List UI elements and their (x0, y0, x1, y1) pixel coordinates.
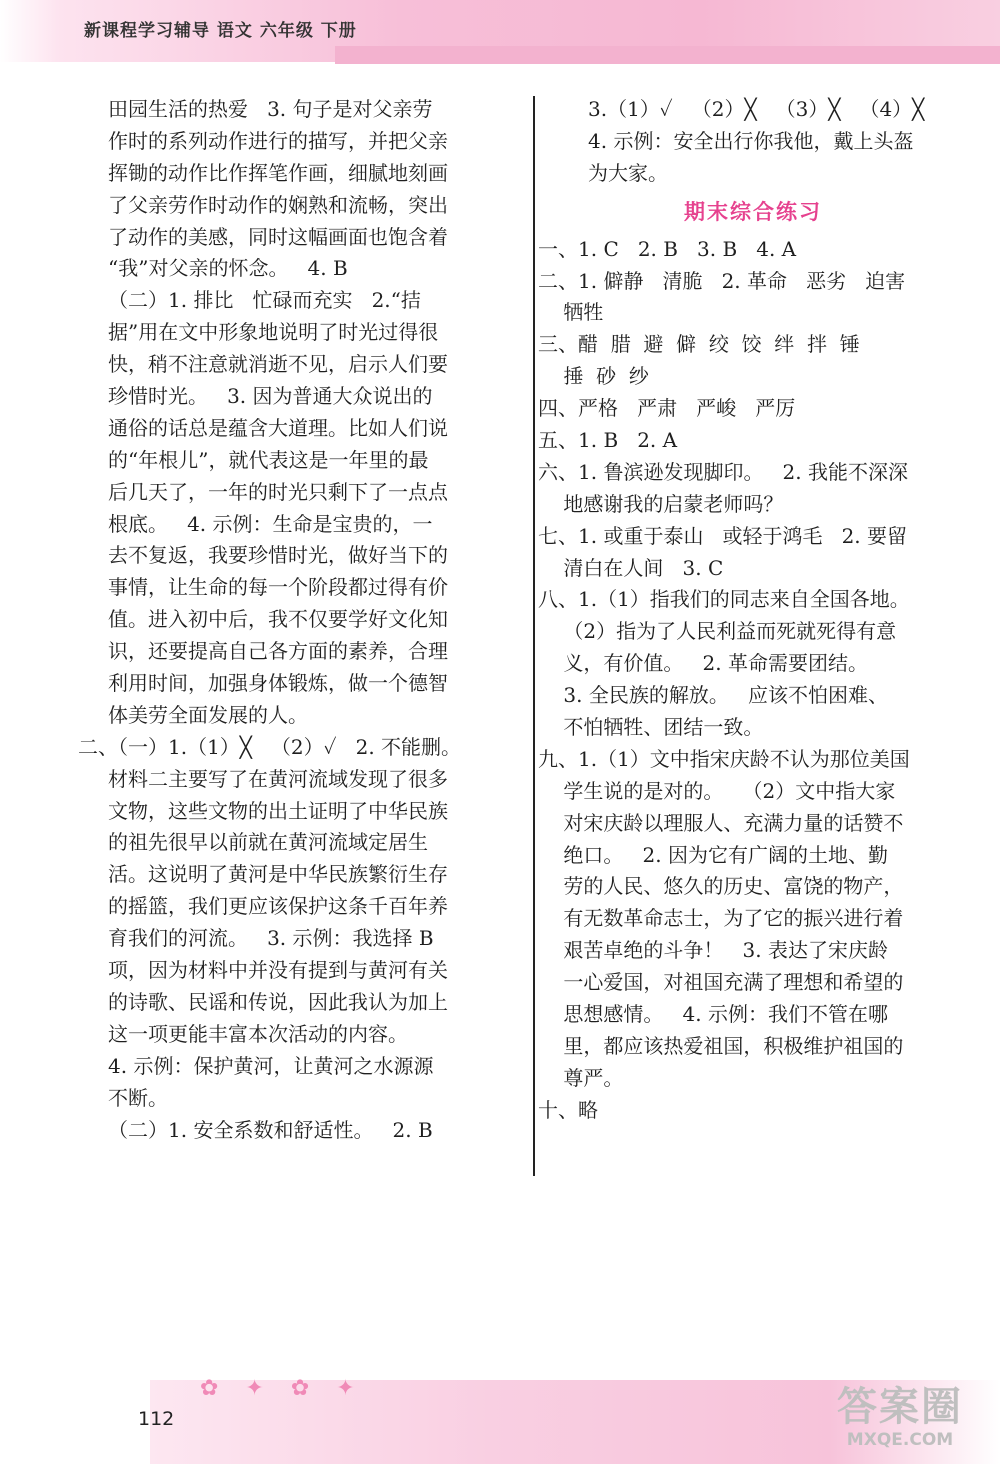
answer-line: 尊严。 (538, 1065, 624, 1090)
answer-line: （二）1. 安全系数和舒适性。 2. B (108, 1117, 433, 1142)
answer-line: 根底。 4. 示例：生命是宝贵的，一 (108, 511, 433, 536)
answer-line: 珍惜时光。 3. 因为普通大众说出的 (108, 384, 433, 409)
answer-line: 五、1. B 2. A (538, 428, 678, 453)
answer-line: 快，稍不注意就消逝不见，启示人们要 (108, 352, 448, 377)
answer-line: 里，都应该热爱祖国，积极维护祖国的 (538, 1033, 904, 1058)
answer-line: “我”对父亲的怀念。 4. B (108, 256, 348, 281)
answer-line: 一、1. C 2. B 3. B 4. A (538, 236, 797, 261)
answer-line: 学生说的是对的。 （2）文中指大家 (538, 778, 896, 803)
header-decor-bar (335, 46, 1000, 64)
answer-line: 田园生活的热爱 3. 句子是对父亲劳 (108, 97, 433, 121)
answer-line: 的祖先很早以前就在黄河流域定居生 (108, 830, 428, 855)
answer-line: 劳的人民、悠久的历史、富饶的物产， (538, 874, 904, 899)
watermark-url: MXQE.COM (846, 1430, 954, 1450)
section-title: 期末综合练习 (684, 199, 822, 224)
answer-line: 这一项更能丰富本次活动的内容。 (108, 1021, 408, 1046)
answer-line: 育我们的河流。 3. 示例：我选择 B (108, 926, 434, 951)
left-column (78, 94, 528, 1146)
answer-line: 去不复返，我要珍惜时光，做好当下的 (108, 543, 448, 568)
answer-line: 利用时间，加强身体锻炼，做一个德智 (108, 671, 448, 696)
answer-line: 一心爱国，对祖国充满了理想和希望的 (538, 970, 904, 995)
watermark (815, 1385, 985, 1455)
page-header-band (0, 0, 1000, 62)
answer-line: 后几天了，一年的时光只剩下了一点点 (108, 479, 448, 504)
answer-line: 九、1.（1）文中指宋庆龄不认为那位美国 (538, 746, 910, 771)
answer-line: 四、严格 严肃 严峻 严厉 (538, 396, 796, 421)
answer-line: 4. 示例：保护黄河，让黄河之水源源 (108, 1053, 434, 1078)
answer-line: 对宋庆龄以理服人、充满力量的话赞不 (538, 810, 904, 835)
page-number: 112 (138, 1408, 175, 1430)
answer-line: 为大家。 (588, 160, 668, 185)
watermark-logo: 答案圈 (837, 1384, 963, 1430)
answer-line: 据”用在文中形象地说明了时光过得很 (108, 320, 439, 345)
right-column (538, 94, 968, 1127)
answer-line: 4. 示例：安全出行你我他，戴上头盔 (588, 128, 914, 153)
answer-line: 不怕牺牲、团结一致。 (538, 715, 764, 740)
answer-line: 挥锄的动作比作挥笔作画，细腻地刻画 (108, 160, 448, 185)
flower-decoration-icon: ✿ ✦ ✿ ✦ (200, 1376, 365, 1401)
answer-line: 七、1. 或重于泰山 或轻于鸿毛 2. 要留 (538, 523, 908, 548)
answer-line: 作时的系列动作进行的描写，并把父亲 (108, 128, 448, 153)
answer-line: 文物，这些文物的出土证明了中华民族 (108, 798, 448, 823)
column-divider (533, 96, 535, 1176)
answer-line: 3.（1）✓ （2）╳ （3）╳ （4）╳ (588, 97, 925, 121)
answer-line: 3. 全民族的解放。 应该不怕困难、 (538, 683, 888, 708)
answer-line: 地感谢我的启蒙老师吗？ (538, 491, 784, 516)
answer-line: 艰苦卓绝的斗争！ 3. 表达了宋庆龄 (538, 938, 888, 963)
answer-line: 六、1. 鲁滨逊发现脚印。 2. 我能不深深 (538, 459, 908, 484)
answer-line: 捶 砂 纱 (538, 364, 649, 389)
answer-line: 材料二主要写了在黄河流域发现了很多 (108, 766, 448, 791)
answer-line: 二、1. 僻静 清脆 2. 革命 恶劣 迫害 (538, 268, 906, 293)
answer-line: 义，有价值。 2. 革命需要团结。 (538, 651, 868, 676)
answer-line: 活。这说明了黄河是中华民族繁衍生存 (108, 862, 448, 887)
answer-line: 清白在人间 3. C (538, 555, 724, 580)
answer-line: 值。进入初中后，我不仅要学好文化知 (108, 607, 448, 632)
answer-line: 通俗的话总是蕴含大道理。比如人们说 (108, 415, 448, 440)
answer-line: 的诗歌、民谣和传说，因此我认为加上 (108, 989, 448, 1014)
answer-line: 了父亲劳作时动作的娴熟和流畅，突出 (108, 192, 448, 217)
answer-line: 二、（一）1.（1）╳ （2）✓ 2. 不能删。 (78, 734, 462, 759)
answer-line: 项，因为材料中并没有提到与黄河有关 (108, 958, 448, 983)
answer-line: 思想感情。 4. 示例：我们不管在哪 (538, 1002, 888, 1027)
answer-line: 体美劳全面发展的人。 (108, 702, 308, 727)
answer-line: 事情，让生命的每一个阶段都过得有价 (108, 575, 448, 600)
answer-line: 的“年根儿”，就代表这是一年里的最 (108, 447, 429, 472)
answer-line: 十、略 (538, 1097, 598, 1122)
answer-line: 牺牲 (538, 300, 604, 325)
answer-line: 识，还要提高自己各方面的素养，合理 (108, 639, 448, 664)
answer-line: 绝口。 2. 因为它有广阔的土地、勤 (538, 842, 888, 867)
answer-line: （2）指为了人民利益而死就死得有意 (538, 619, 897, 644)
answer-line: 了动作的美感，同时这幅画面也饱含着 (108, 224, 448, 249)
book-title: 新课程学习辅导 语文 六年级 下册 (84, 21, 357, 41)
answer-line: 有无数革命志士，为了它的振兴进行着 (538, 906, 904, 931)
answer-line: 八、1.（1）指我们的同志来自全国各地。 (538, 587, 910, 612)
answer-line: 三、醋 腊 避 僻 绞 饺 绊 拌 锤 (538, 332, 860, 357)
answer-line: （二）1. 排比 忙碌而充实 2.“拮 (108, 288, 421, 313)
answer-line: 不断。 (108, 1085, 168, 1110)
answer-line: 的摇篮，我们更应该保护这条千百年养 (108, 894, 448, 919)
